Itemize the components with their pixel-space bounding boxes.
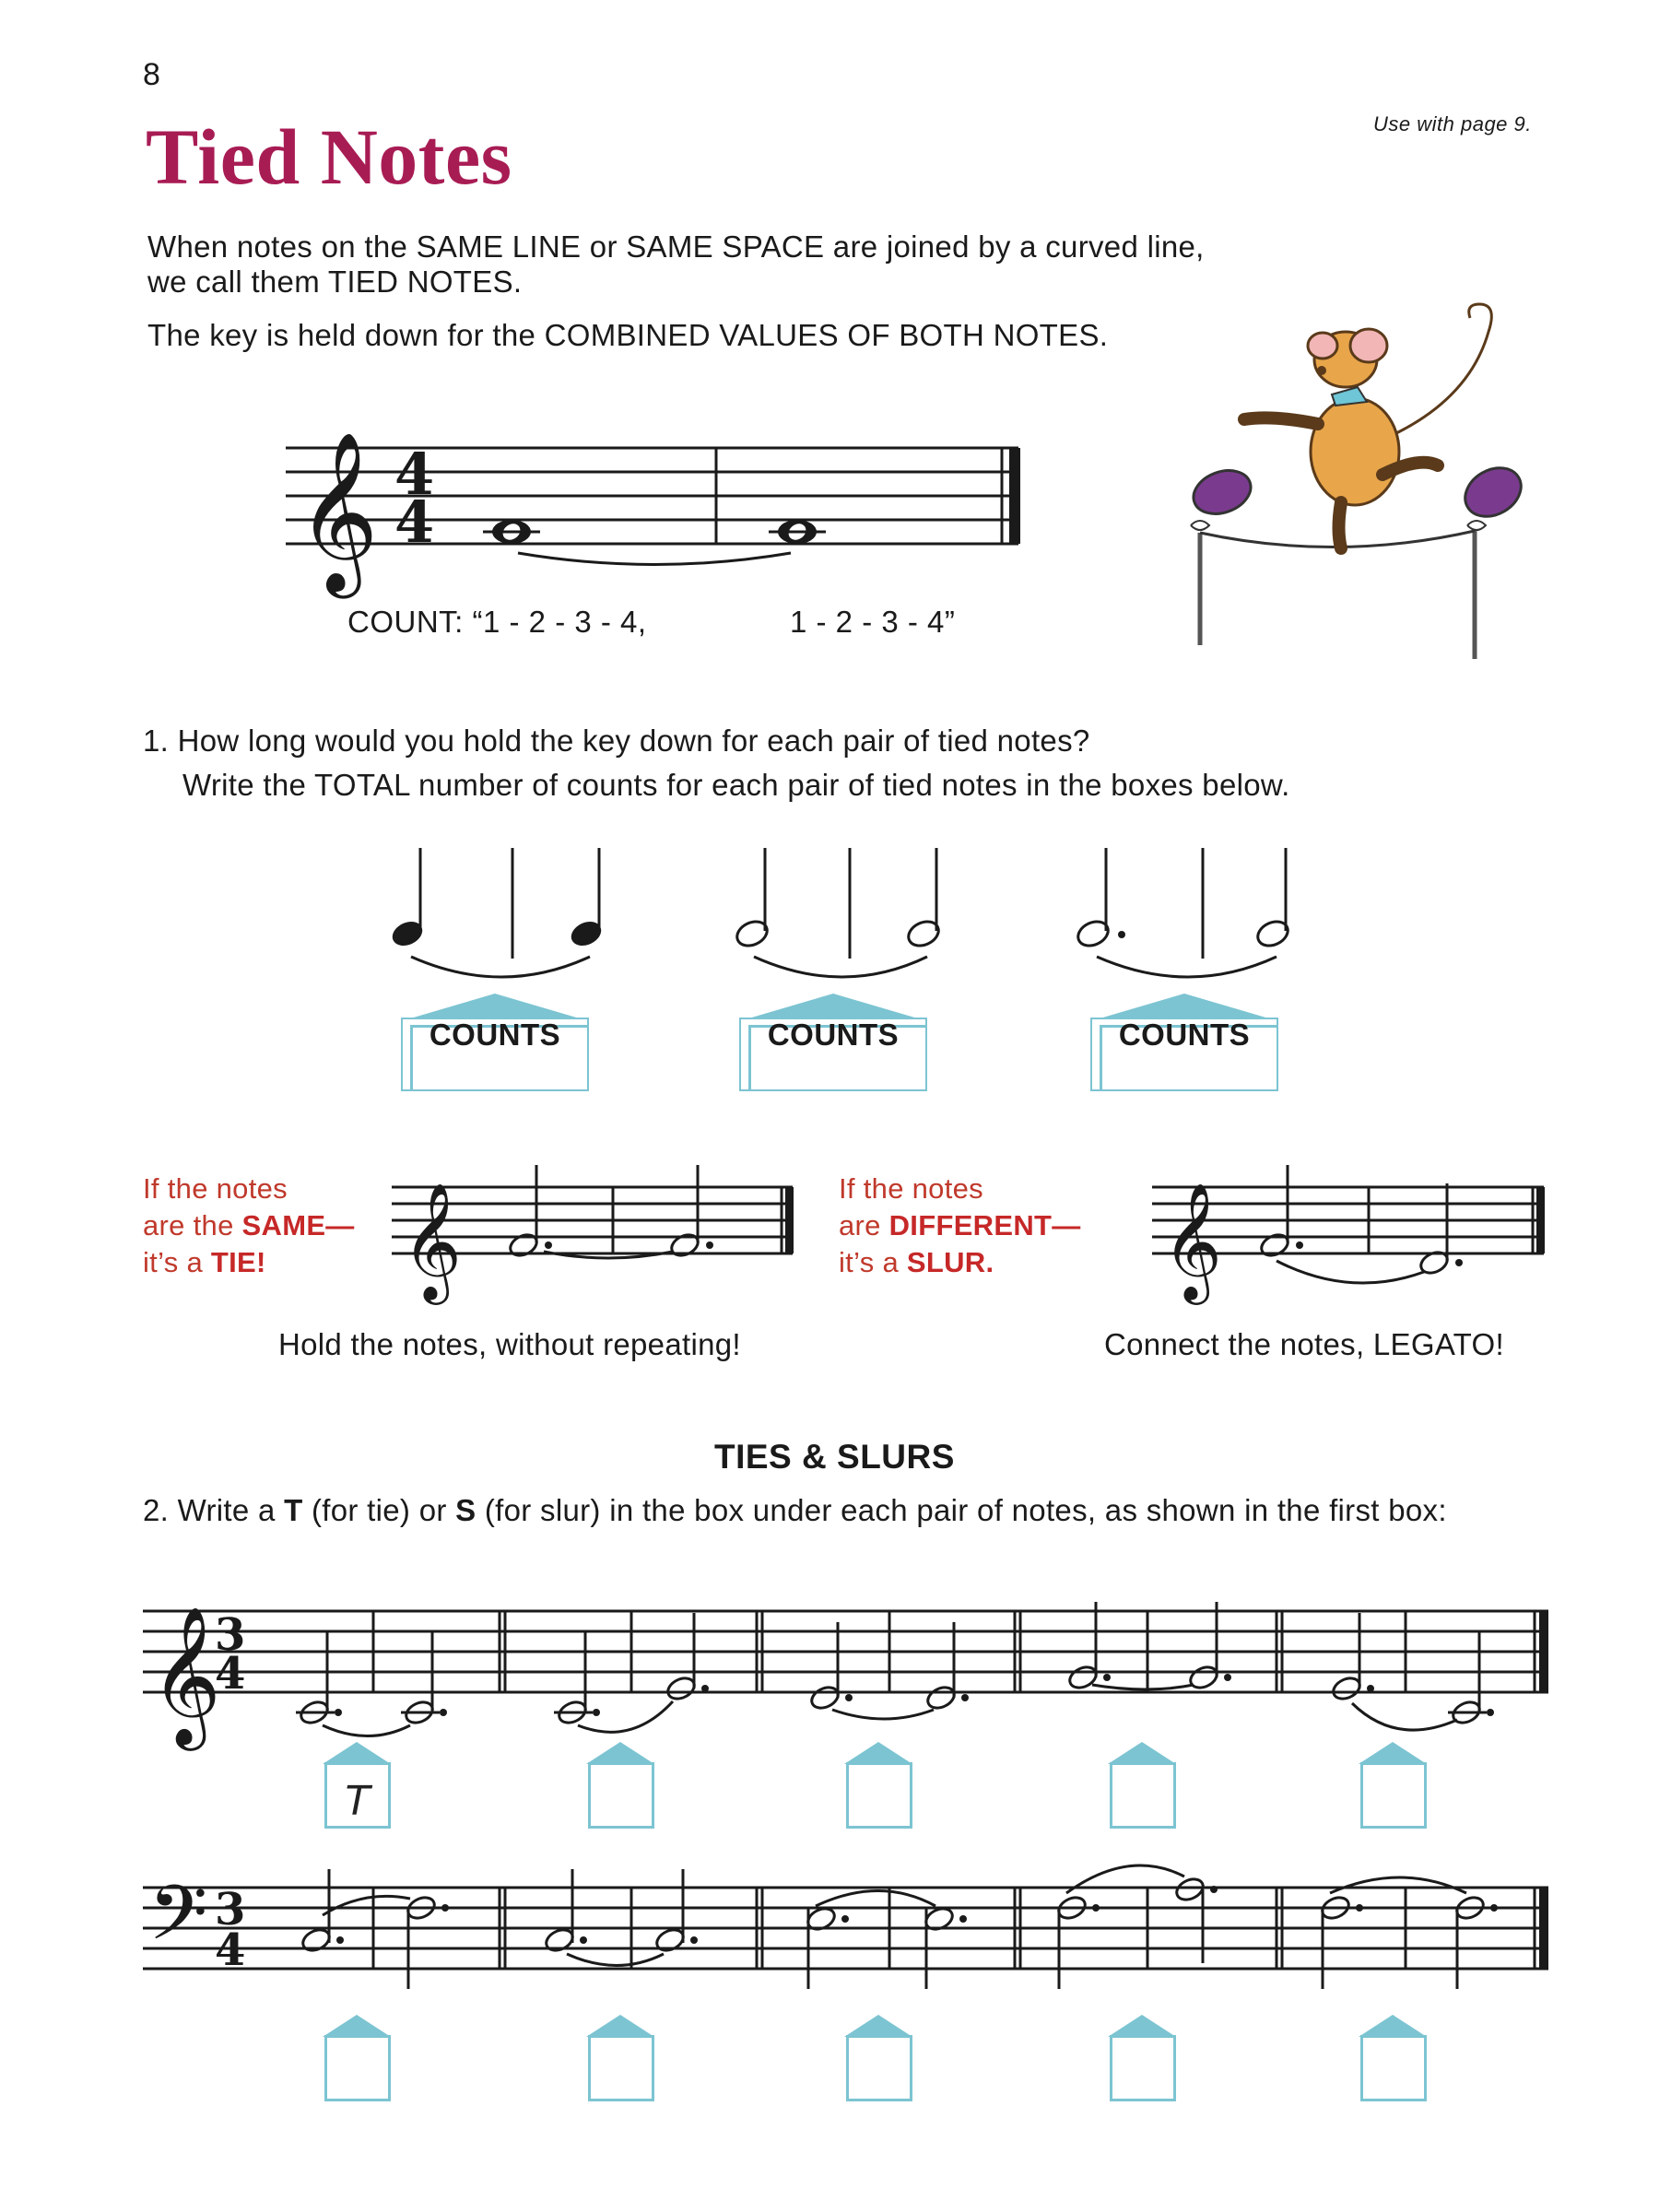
intro-line-1: When notes on the SAME LINE or SAME SPACE are joined by a curved line, (147, 229, 1205, 264)
page-number: 8 (143, 57, 160, 92)
bass-answer-box-5[interactable] (1359, 2015, 1427, 2103)
tie-example-staff (387, 1147, 802, 1303)
treble-answer-box-5[interactable] (1359, 1742, 1427, 1830)
svg-text:4: 4 (394, 488, 435, 556)
slur-line-2: are DIFFERENT— (839, 1209, 1081, 1241)
treble-clef-icon: 𝄞 (1162, 1182, 1223, 1300)
tie-line-3: it’s a TIE! (143, 1246, 266, 1278)
page-title: Tied Notes (146, 112, 512, 201)
treble-clef-icon: 𝄞 (150, 1605, 221, 1745)
question-1-line-1: 1. How long would you hold the key down for each pair of tied notes? (143, 724, 1090, 758)
count-part-2: 1 - 2 - 3 - 4” (790, 605, 956, 639)
svg-text:4: 4 (215, 1924, 246, 1976)
treble-answer-box-1[interactable] (323, 1742, 391, 1830)
bass-answer-box-4[interactable] (1108, 2015, 1176, 2103)
treble-exercise-staff (134, 1558, 1553, 1745)
slur-explanation (839, 1171, 1081, 1281)
slur-line-3: it’s a SLUR. (839, 1246, 994, 1278)
tie-line-1: If the notes (143, 1172, 288, 1205)
counts-label: COUNTS (1118, 1018, 1251, 1052)
svg-text:3: 3 (215, 1609, 246, 1661)
count-example (347, 605, 956, 640)
bass-clef-icon: 𝄢 (148, 1868, 208, 1976)
counts-box-2[interactable] (739, 994, 927, 1091)
note-pairs (369, 839, 1336, 1014)
treble-answer-box-2[interactable] (586, 1742, 654, 1830)
dotted-half-note-icon (1075, 917, 1125, 950)
bass-answer-box-3[interactable] (844, 2015, 912, 2103)
section-title: TIES & SLURS (714, 1438, 955, 1476)
svg-text:3: 3 (215, 1884, 246, 1936)
slur-example-staff (1147, 1147, 1553, 1303)
counts-box-3[interactable] (1090, 994, 1278, 1091)
intro-line-2: we call them TIED NOTES. (147, 265, 523, 299)
mouse-tightrope-illustration (1171, 295, 1558, 664)
slur-caption: Connect the notes, LEGATO! (1104, 1327, 1504, 1361)
tied-whole-notes-staff (276, 378, 1041, 592)
counts-label: COUNTS (767, 1018, 900, 1052)
tie-curve (518, 553, 791, 565)
tie-caption: Hold the notes, without repeating! (278, 1327, 741, 1361)
svg-text:4: 4 (215, 1648, 246, 1700)
whole-note-icon (769, 520, 826, 544)
treble-clef-icon: 𝄞 (297, 431, 379, 592)
question-2: 2. Write a T (for tie) or S (for slur) in the box under each pair of notes, as shown in the first box: (143, 1493, 1447, 1527)
svg-text:4: 4 (394, 441, 435, 508)
slur-line-1: If the notes (839, 1172, 983, 1205)
treble-answer-box-4[interactable] (1108, 1742, 1176, 1830)
bass-exercise-staff (134, 1853, 1553, 2018)
slur-curve (1277, 1261, 1424, 1283)
count-part-1: COUNT: “1 - 2 - 3 - 4, (347, 605, 647, 639)
counts-box-1[interactable] (401, 994, 589, 1091)
bass-answer-box-1[interactable] (323, 2015, 391, 2103)
tie-line-2: are the SAME— (143, 1209, 355, 1241)
answer-text: T (345, 1778, 371, 1825)
intro-line-3: The key is held down for the COMBINED VALUES OF BOTH NOTES. (147, 318, 1109, 352)
counts-label: COUNTS (429, 1018, 561, 1052)
treble-clef-icon: 𝄞 (402, 1182, 463, 1300)
whole-note-icon (483, 520, 540, 544)
tie-explanation (143, 1171, 355, 1281)
use-with-note: Use with page 9. (1373, 112, 1532, 135)
bass-answer-box-2[interactable] (586, 2015, 654, 2103)
treble-answer-box-3[interactable] (844, 1742, 912, 1830)
question-1-line-2: Write the TOTAL number of counts for each pair of tied notes in the boxes below. (182, 768, 1290, 802)
